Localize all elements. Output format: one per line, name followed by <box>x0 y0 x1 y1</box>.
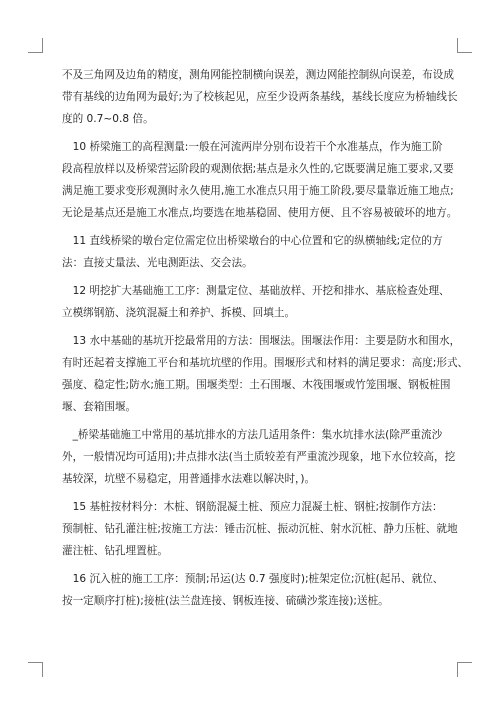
text-line: 有时还起着支撑施工平台和基坑坑壁的作用。围堰形式和材料的满足要求：高度;形式、 <box>62 357 469 369</box>
document-body <box>62 64 469 618</box>
paragraph-15 <box>62 496 458 562</box>
text-line: 堰、套箱围堰。 <box>62 401 137 413</box>
text-line: 带有基线的边角网为最好;为了校核起见，应至少设两条基线，基线长度应为桥轴线长 <box>62 91 458 103</box>
text-line: 不及三角网及边角的精度，测角网能控制横向误差，测边网能控制纵向误差，布设成 <box>62 69 454 81</box>
text-line: 12 明挖扩大基础施工工序：测量定位、基础放样、开挖和排水、基底检查处理、 <box>62 285 450 297</box>
text-line: 预制桩、钻孔灌注桩;按施工方法：锤击沉桩、振动沉桩、射水沉桩、静力压桩、就地 <box>62 523 458 535</box>
text-line: 16 沉入桩的施工工序：预制;吊运(达 0.7 强度时);桩架定位;沉桩(起吊、就位、 <box>62 573 444 585</box>
paragraph-14 <box>62 424 454 490</box>
text-line: 强度、稳定性;防水;施工期。围堰类型：土石围堰、木筏围堰或竹笼围堰、钢板桩围 <box>62 379 451 391</box>
text-line: _桥梁基础施工中常用的基坑排水的方法几适用条件：集水坑排水法(除严重流沙 <box>62 429 443 441</box>
crop-mark-top-right <box>457 38 472 53</box>
text-line: 基较深，坑壁不易稳定，用普通排水法难以解决时，)。 <box>62 473 316 485</box>
text-line: 无论是基点还是施工水准点,均要选在地基稳固、使用方便、且不容易被破坏的地方。 <box>62 207 458 219</box>
crop-mark-bottom-right <box>457 662 472 677</box>
text-line: 按一定顺序打桩);接桩(法兰盘连接、钢板连接、硫磺沙浆连接);送桩。 <box>62 595 389 607</box>
text-line: 10 桥梁施工的高程测量:一般在河流两岸分别布设若干个水准基点，作为施工阶 <box>62 141 443 153</box>
text-line: 15 基桩按材料分：木桩、钢筋混凝土桩、预应力混凝土桩、钢桩;按制作方法： <box>62 501 443 513</box>
paragraph-11 <box>62 230 454 274</box>
paragraph-16 <box>62 568 454 612</box>
text-line: 11 直线桥梁的墩台定位需定位出桥梁墩台的中心位置和它的纵横轴线;定位的方 <box>62 235 443 247</box>
paragraph-13 <box>62 330 469 418</box>
text-line: 立模绑钢筋、浇筑混凝土和养护、拆模、回填土。 <box>62 307 296 319</box>
text-line: 法：直接丈量法、光电测距法、交会法。 <box>62 257 253 269</box>
text-line: 满足施工要求变形观测时永久使用,施工水准点只用于施工阶段,要尽量靠近施工地点; <box>62 185 454 197</box>
paragraph-12 <box>62 280 454 324</box>
text-line: 段高程放样以及桥梁营运阶段的观测依据;基点是永久性的,它既要满足施工要求,又要 <box>62 163 454 175</box>
paragraph-intro <box>62 64 458 130</box>
crop-mark-top-left <box>28 38 43 53</box>
text-line: 灌注桩、钻孔埋置桩。 <box>62 545 168 557</box>
text-line: 度的 0.7~0.8 倍。 <box>62 113 154 125</box>
text-line: 13 水中基础的基坑开挖最常用的方法：围堰法。围堰法作用：主要是防水和围水， <box>62 335 461 347</box>
paragraph-10 <box>62 136 458 224</box>
text-line: 外，一般情况均可适用);井点排水法(当土质较差有严重流沙现象，地下水位较高，挖 <box>62 451 456 463</box>
crop-mark-bottom-left <box>28 662 43 677</box>
